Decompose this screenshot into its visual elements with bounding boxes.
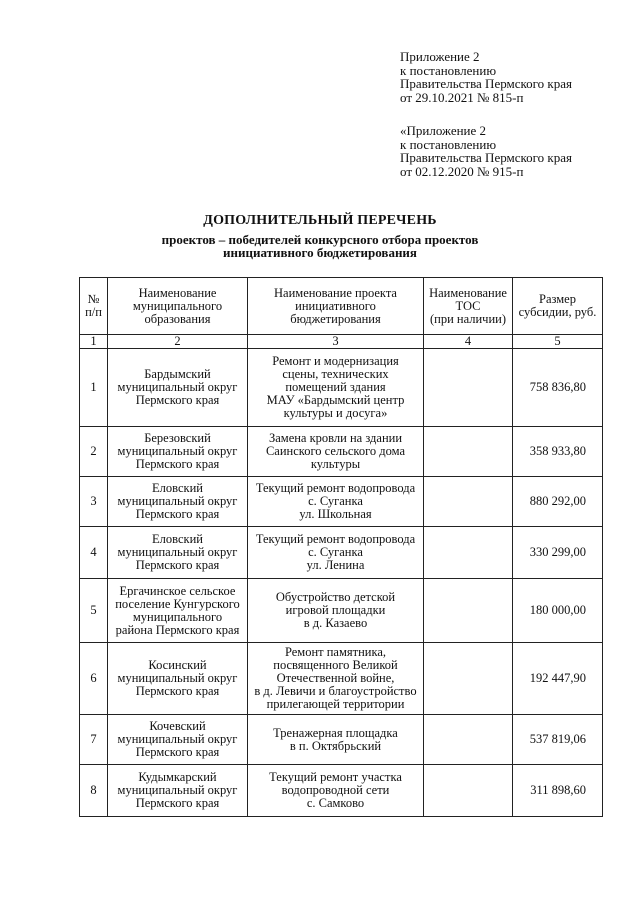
- cell-line: муниципального: [132, 609, 223, 624]
- tos-cell: [424, 527, 513, 579]
- cell-line: Обустройство детской: [275, 590, 396, 604]
- table-row: [80, 643, 603, 715]
- cell-line: Косинский: [148, 658, 207, 672]
- cell-line: посвященного Великой: [273, 658, 398, 672]
- table-row: [80, 427, 603, 477]
- table-row: [80, 527, 603, 579]
- subtitle-line: проектов – победителей конкурсного отбора проектов: [161, 232, 479, 247]
- document-title: ДОПОЛНИТЕЛЬНЫЙ ПЕРЕЧЕНЬ: [203, 213, 437, 228]
- tos-cell: [424, 349, 513, 427]
- header-line: бюджетирования: [290, 311, 381, 326]
- cell-line: Пермского края: [135, 457, 220, 471]
- cell-line: с. Суганка: [308, 494, 363, 508]
- subsidy-amount: 880 292,00: [513, 477, 603, 527]
- cell-line: Пермского края: [135, 684, 220, 698]
- header-line: Наименование проекта: [274, 285, 397, 300]
- table-row: [80, 349, 603, 427]
- tos-cell: [424, 579, 513, 643]
- cell-line: Еловский: [152, 481, 203, 495]
- cell-line: Кочевский: [149, 719, 206, 733]
- projects-table: [79, 277, 603, 817]
- cell-line: МАУ «Бардымский центр: [266, 393, 405, 407]
- cell-line: Саинского сельского дома: [265, 444, 406, 458]
- subsidy-amount: 358 933,80: [513, 427, 603, 477]
- cell-line: Текущий ремонт участка: [269, 770, 402, 784]
- column-number: 3: [248, 335, 424, 349]
- appendix-line: Правительства Пермского края: [400, 76, 572, 91]
- appendix-header-previous: [400, 124, 572, 178]
- table-row: [80, 765, 603, 817]
- header-subsidy: [513, 278, 603, 335]
- cell-line: в п. Октябрьский: [289, 738, 382, 753]
- header-municipality: [108, 278, 248, 335]
- project-cell: [248, 643, 424, 715]
- cell-line: Тренажерная площадка: [273, 725, 398, 740]
- cell-line: муниципальный округ: [117, 671, 238, 685]
- row-number: 5: [80, 579, 108, 643]
- cell-line: Текущий ремонт водопровода: [255, 532, 416, 546]
- municipality-cell: [108, 715, 248, 765]
- cell-line: района Пермского края: [115, 622, 240, 637]
- municipality-cell: [108, 527, 248, 579]
- header-line: Размер: [539, 292, 576, 306]
- table-row: [80, 477, 603, 527]
- cell-line: прилегающей территории: [266, 697, 405, 711]
- cell-line: муниципальный округ: [117, 783, 238, 797]
- project-cell: [248, 477, 424, 527]
- cell-line: муниципальный округ: [117, 732, 238, 746]
- appendix-line: от 02.12.2020 № 915-п: [400, 163, 524, 179]
- cell-line: Ремонт памятника,: [284, 645, 387, 659]
- header-line: п/п: [85, 305, 102, 319]
- project-cell: [248, 349, 424, 427]
- cell-line: помещений здания: [285, 380, 386, 394]
- municipality-cell: [108, 643, 248, 715]
- cell-line: ул. Школьная: [299, 507, 372, 521]
- header-line: образования: [144, 311, 211, 326]
- project-cell: [248, 579, 424, 643]
- municipality-cell: [108, 477, 248, 527]
- subsidy-amount: 758 836,80: [513, 349, 603, 427]
- cell-line: сцены, технических: [282, 367, 389, 381]
- row-number: 6: [80, 643, 108, 715]
- tos-cell: [424, 477, 513, 527]
- municipality-cell: [108, 427, 248, 477]
- cell-line: Пермского края: [135, 745, 220, 759]
- project-cell: [248, 527, 424, 579]
- appendix-line: «Приложение 2: [400, 123, 487, 138]
- cell-line: Пермского края: [135, 393, 220, 407]
- column-number: 5: [513, 335, 603, 349]
- row-number: 4: [80, 527, 108, 579]
- project-cell: [248, 715, 424, 765]
- column-number: 2: [108, 335, 248, 349]
- appendix-line: к постановлению: [400, 136, 497, 152]
- table-row: [80, 715, 603, 765]
- cell-line: Кудымкарский: [138, 770, 217, 784]
- header-line: Наименование: [138, 285, 217, 300]
- appendix-line: от 29.10.2021 № 815-п: [400, 89, 524, 105]
- subsidy-amount: 192 447,90: [513, 643, 603, 715]
- header-line: муниципального: [132, 298, 223, 313]
- row-number: 2: [80, 427, 108, 477]
- subsidy-amount: 311 898,60: [513, 765, 603, 817]
- cell-line: Пермского края: [135, 796, 220, 810]
- header-line: Наименование: [429, 285, 507, 300]
- cell-line: Ремонт и модернизация: [272, 354, 399, 368]
- header-line: ТОС: [455, 298, 481, 313]
- subsidy-amount: 180 000,00: [513, 579, 603, 643]
- header-tos: [424, 278, 513, 335]
- table-row: [80, 579, 603, 643]
- row-number: 1: [80, 349, 108, 427]
- header-line: №: [87, 292, 100, 306]
- cell-line: Еловский: [152, 532, 203, 546]
- cell-line: игровой площадки: [285, 603, 386, 617]
- cell-line: Отечественной войне,: [276, 671, 395, 685]
- appendix-line: к постановлению: [400, 62, 497, 78]
- cell-line: в д. Левичи и благоустройство: [254, 684, 417, 698]
- cell-line: поселение Кунгурского: [115, 596, 240, 611]
- header-number: [80, 278, 108, 335]
- cell-line: Замена кровли на здании: [268, 431, 403, 445]
- municipality-cell: [108, 765, 248, 817]
- column-number: 4: [424, 335, 513, 349]
- subsidy-amount: 330 299,00: [513, 527, 603, 579]
- cell-line: муниципальный округ: [117, 545, 238, 559]
- cell-line: с. Самково: [306, 796, 365, 810]
- project-cell: [248, 427, 424, 477]
- cell-line: муниципальный округ: [117, 444, 238, 458]
- cell-line: Пермского края: [135, 507, 220, 521]
- header-project: [248, 278, 424, 335]
- cell-line: с. Суганка: [308, 545, 363, 559]
- appendix-header-current: [400, 50, 572, 104]
- cell-line: Текущий ремонт водопровода: [255, 481, 416, 495]
- column-number-row: [80, 335, 603, 349]
- tos-cell: [424, 765, 513, 817]
- cell-line: Ергачинское сельское: [119, 583, 236, 598]
- cell-line: Березовский: [144, 431, 211, 445]
- municipality-cell: [108, 349, 248, 427]
- cell-line: Пермского края: [135, 558, 220, 572]
- cell-line: муниципальный округ: [117, 380, 238, 394]
- subsidy-amount: 537 819,06: [513, 715, 603, 765]
- row-number: 8: [80, 765, 108, 817]
- document-subtitle: [0, 233, 640, 259]
- cell-line: ул. Ленина: [306, 558, 365, 572]
- header-line: (при наличии): [429, 311, 507, 326]
- cell-line: водопроводной сети: [281, 783, 390, 797]
- cell-line: Бардымский: [144, 367, 211, 381]
- tos-cell: [424, 715, 513, 765]
- municipality-cell: [108, 579, 248, 643]
- cell-line: в д. Казаево: [303, 616, 368, 630]
- column-number: 1: [80, 335, 108, 349]
- project-cell: [248, 765, 424, 817]
- cell-line: муниципальный округ: [117, 494, 238, 508]
- header-line: субсидии, руб.: [518, 305, 597, 319]
- appendix-line: Приложение 2: [400, 49, 480, 64]
- cell-line: культуры и досуга»: [283, 406, 388, 420]
- table-header-row: [80, 278, 603, 335]
- row-number: 7: [80, 715, 108, 765]
- cell-line: культуры: [310, 457, 361, 471]
- row-number: 3: [80, 477, 108, 527]
- appendix-line: Правительства Пермского края: [400, 150, 572, 165]
- tos-cell: [424, 643, 513, 715]
- subtitle-line: инициативного бюджетирования: [223, 245, 417, 260]
- header-line: инициативного: [295, 298, 376, 313]
- tos-cell: [424, 427, 513, 477]
